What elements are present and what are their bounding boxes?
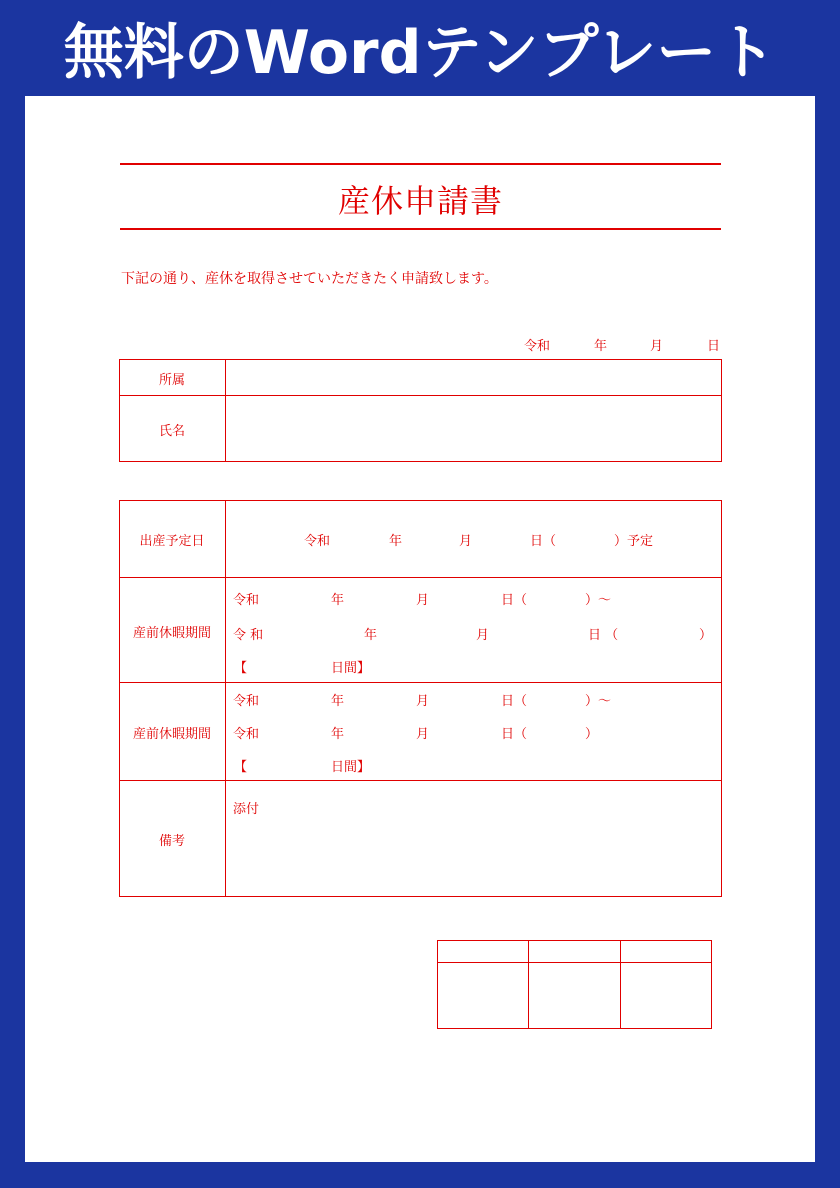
- stamp-cell-2[interactable]: [529, 963, 620, 1028]
- due-era: 令和: [304, 534, 331, 549]
- post-r3-open: 【: [234, 760, 248, 775]
- due-day: 日（: [530, 534, 557, 549]
- banner-title: 無料のWordテンプレート: [63, 18, 777, 88]
- pre-r1-month: 月: [416, 593, 430, 608]
- date-day: 日: [707, 339, 721, 354]
- postnatal-label: 産前休暇期間: [132, 727, 211, 742]
- pre-r3-days: 日間】: [331, 661, 371, 676]
- document-page: [25, 96, 815, 1162]
- stamp-cell-1[interactable]: [438, 963, 528, 1028]
- pre-r2-era: 令 和: [233, 628, 264, 643]
- post-r2-day: 日（: [501, 727, 528, 742]
- remarks-label: 備考: [158, 834, 185, 849]
- post-r1-month: 月: [416, 694, 430, 709]
- prenatal-label: 産前休暇期間: [132, 626, 211, 641]
- pre-r1-era: 令和: [233, 593, 260, 608]
- date-month: 月: [650, 339, 664, 354]
- pre-r1-day: 日（: [501, 593, 528, 608]
- due-year: 年: [389, 534, 403, 549]
- pre-r3-open: 【: [234, 661, 248, 676]
- pre-r2-day: 日 （: [588, 628, 619, 643]
- pre-r2-year: 年: [364, 628, 378, 643]
- post-r2-month: 月: [416, 727, 430, 742]
- attachment-label: 添付: [233, 802, 260, 817]
- name-label: 氏名: [158, 424, 185, 439]
- pre-r1-close: ）～: [585, 593, 612, 608]
- remarks-field[interactable]: [226, 781, 721, 896]
- pre-r1-year: 年: [331, 593, 345, 608]
- post-r1-era: 令和: [233, 694, 260, 709]
- pre-r2-month: 月: [476, 628, 490, 643]
- date-year: 年: [594, 339, 608, 354]
- document-title: 産休申請書: [337, 182, 503, 220]
- due-close: ）予定: [614, 534, 654, 549]
- pre-r2-close: ）: [699, 628, 713, 643]
- due-date-label: 出産予定日: [139, 534, 205, 549]
- post-r2-year: 年: [331, 727, 345, 742]
- post-r1-year: 年: [331, 694, 345, 709]
- affiliation-field[interactable]: [226, 360, 721, 395]
- affiliation-label: 所属: [158, 373, 185, 388]
- stamp-cell-3[interactable]: [621, 963, 711, 1028]
- post-r2-era: 令和: [233, 727, 260, 742]
- name-field[interactable]: [226, 396, 721, 461]
- post-r3-days: 日間】: [331, 760, 371, 775]
- post-r2-close: ）: [585, 727, 599, 742]
- intro-text: 下記の通り、産休を取得させていただきたく申請致します。: [121, 271, 498, 287]
- post-r1-day: 日（: [501, 694, 528, 709]
- title-bottom-rule: [120, 228, 721, 230]
- post-r1-close: ）～: [585, 694, 612, 709]
- date-era: 令和: [524, 339, 551, 354]
- title-top-rule: [120, 163, 721, 165]
- due-month: 月: [459, 534, 473, 549]
